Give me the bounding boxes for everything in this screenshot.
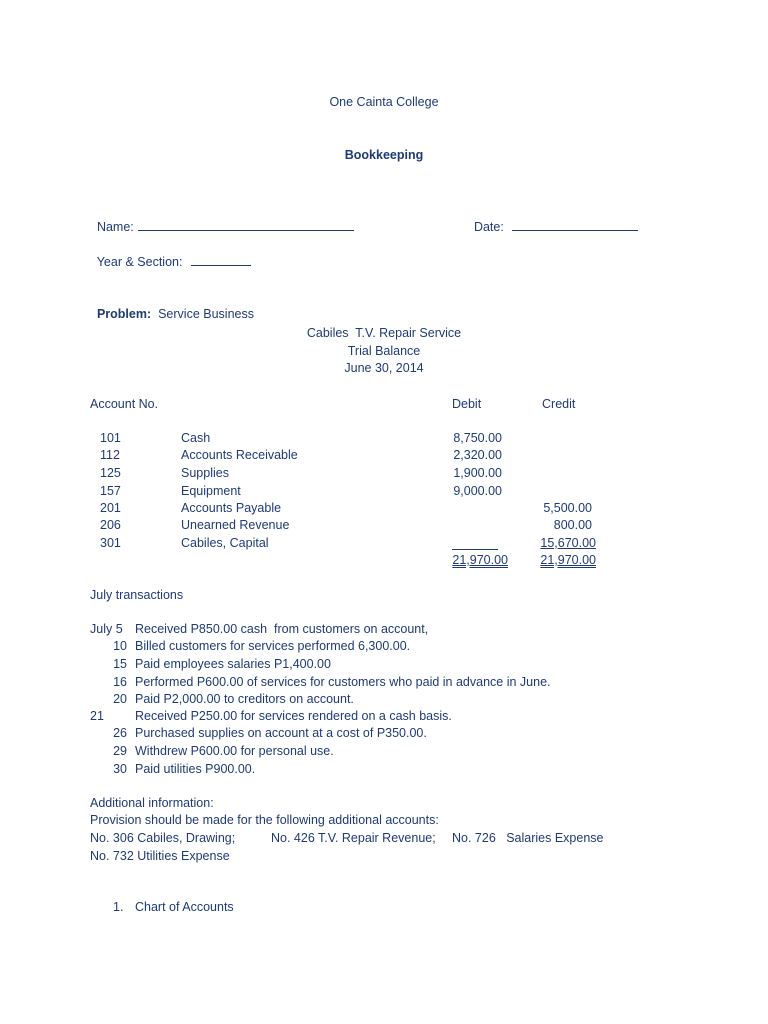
account-name: Equipment <box>181 484 241 498</box>
col-account-no: Account No. <box>90 397 159 411</box>
name-field <box>90 204 354 235</box>
account-name: Cash <box>181 431 211 445</box>
col-credit: Credit <box>542 397 576 411</box>
account-number: 206 <box>100 518 121 532</box>
transaction-date: 15 <box>113 657 127 671</box>
account-name: Unearned Revenue <box>181 518 290 532</box>
transaction-text: Paid P2,000.00 to creditors on account. <box>135 692 354 706</box>
date-label: Date: <box>473 220 504 234</box>
account-number: 101 <box>100 431 121 445</box>
year-section-field <box>90 239 251 270</box>
date-field <box>467 204 638 235</box>
transaction-date: 26 <box>113 726 127 740</box>
school-name: One Cainta College <box>329 95 439 109</box>
account-number: 125 <box>100 466 121 480</box>
account-number: 301 <box>100 536 121 550</box>
problem-label: Problem: <box>96 307 152 321</box>
total-credit: 21,970.00 <box>540 553 596 567</box>
transaction-date: July 5 <box>90 622 123 636</box>
statement-date: June 30, 2014 <box>344 361 424 375</box>
transaction-text: Performed P600.00 of services for customers who paid in advance in June. <box>135 675 551 689</box>
transaction-text: Paid employees salaries P1,400.00 <box>135 657 331 671</box>
additional-account: No. 732 Utilities Expense <box>90 849 230 863</box>
statement-title: Trial Balance <box>347 344 421 358</box>
problem-text: Service Business <box>158 307 254 321</box>
credit-amount: 15,670.00 <box>540 536 596 550</box>
account-number: 112 <box>100 448 120 462</box>
transaction-text: Purchased supplies on account at a cost of P350.00. <box>135 726 427 740</box>
transaction-date: 16 <box>113 675 127 689</box>
name-blank <box>138 219 354 231</box>
transaction-date: 10 <box>113 639 127 653</box>
transaction-date: 20 <box>113 692 127 706</box>
problem-line <box>90 292 254 322</box>
account-name: Cabiles, Capital <box>181 536 269 550</box>
total-debit: 21,970.00 <box>452 553 508 567</box>
transaction-text: Paid utilities P900.00. <box>135 762 256 776</box>
additional-account: No. 426 T.V. Repair Revenue; <box>271 831 436 845</box>
company-name: Cabiles T.V. Repair Service <box>306 326 462 340</box>
year-section-label: Year & Section: <box>96 255 183 269</box>
debit-amount: 9,000.00 <box>453 484 502 498</box>
debit-amount: 2,320.00 <box>453 448 502 462</box>
account-name: Accounts Payable <box>181 501 282 515</box>
transactions-heading: July transactions <box>90 588 184 602</box>
col-debit: Debit <box>452 397 482 411</box>
transaction-date: 30 <box>113 762 127 776</box>
date-blank <box>512 219 638 231</box>
account-number: 201 <box>100 501 121 515</box>
name-label: Name: <box>96 220 134 234</box>
additional-account: No. 306 Cabiles, Drawing; <box>90 831 236 845</box>
additional-heading: Additional information: <box>90 796 214 810</box>
transaction-date: 21 <box>90 709 104 723</box>
account-name: Accounts Receivable <box>181 448 298 462</box>
subject-title: Bookkeeping <box>344 148 424 162</box>
transaction-text: Billed customers for services performed 6,300.00. <box>135 639 411 653</box>
account-name: Supplies <box>181 466 229 480</box>
transaction-date: 29 <box>113 744 127 758</box>
debit-amount: 8,750.00 <box>453 431 502 445</box>
transaction-text: Received P250.00 for services rendered on a cash basis. <box>135 709 452 723</box>
additional-line: Provision should be made for the following additional accounts: <box>90 813 439 827</box>
credit-amount: 800.00 <box>553 518 592 532</box>
task-text: Chart of Accounts <box>135 900 234 914</box>
account-number: 157 <box>100 484 121 498</box>
debit-total-rule <box>452 549 498 550</box>
transaction-text: Withdrew P600.00 for personal use. <box>135 744 334 758</box>
debit-amount: 1,900.00 <box>453 466 502 480</box>
task-number: 1. <box>113 900 124 914</box>
additional-account: No. 726 Salaries Expense <box>452 831 604 845</box>
transaction-text: Received P850.00 cash from customers on account, <box>135 622 429 636</box>
year-section-blank <box>191 254 251 266</box>
credit-amount: 5,500.00 <box>543 501 592 515</box>
